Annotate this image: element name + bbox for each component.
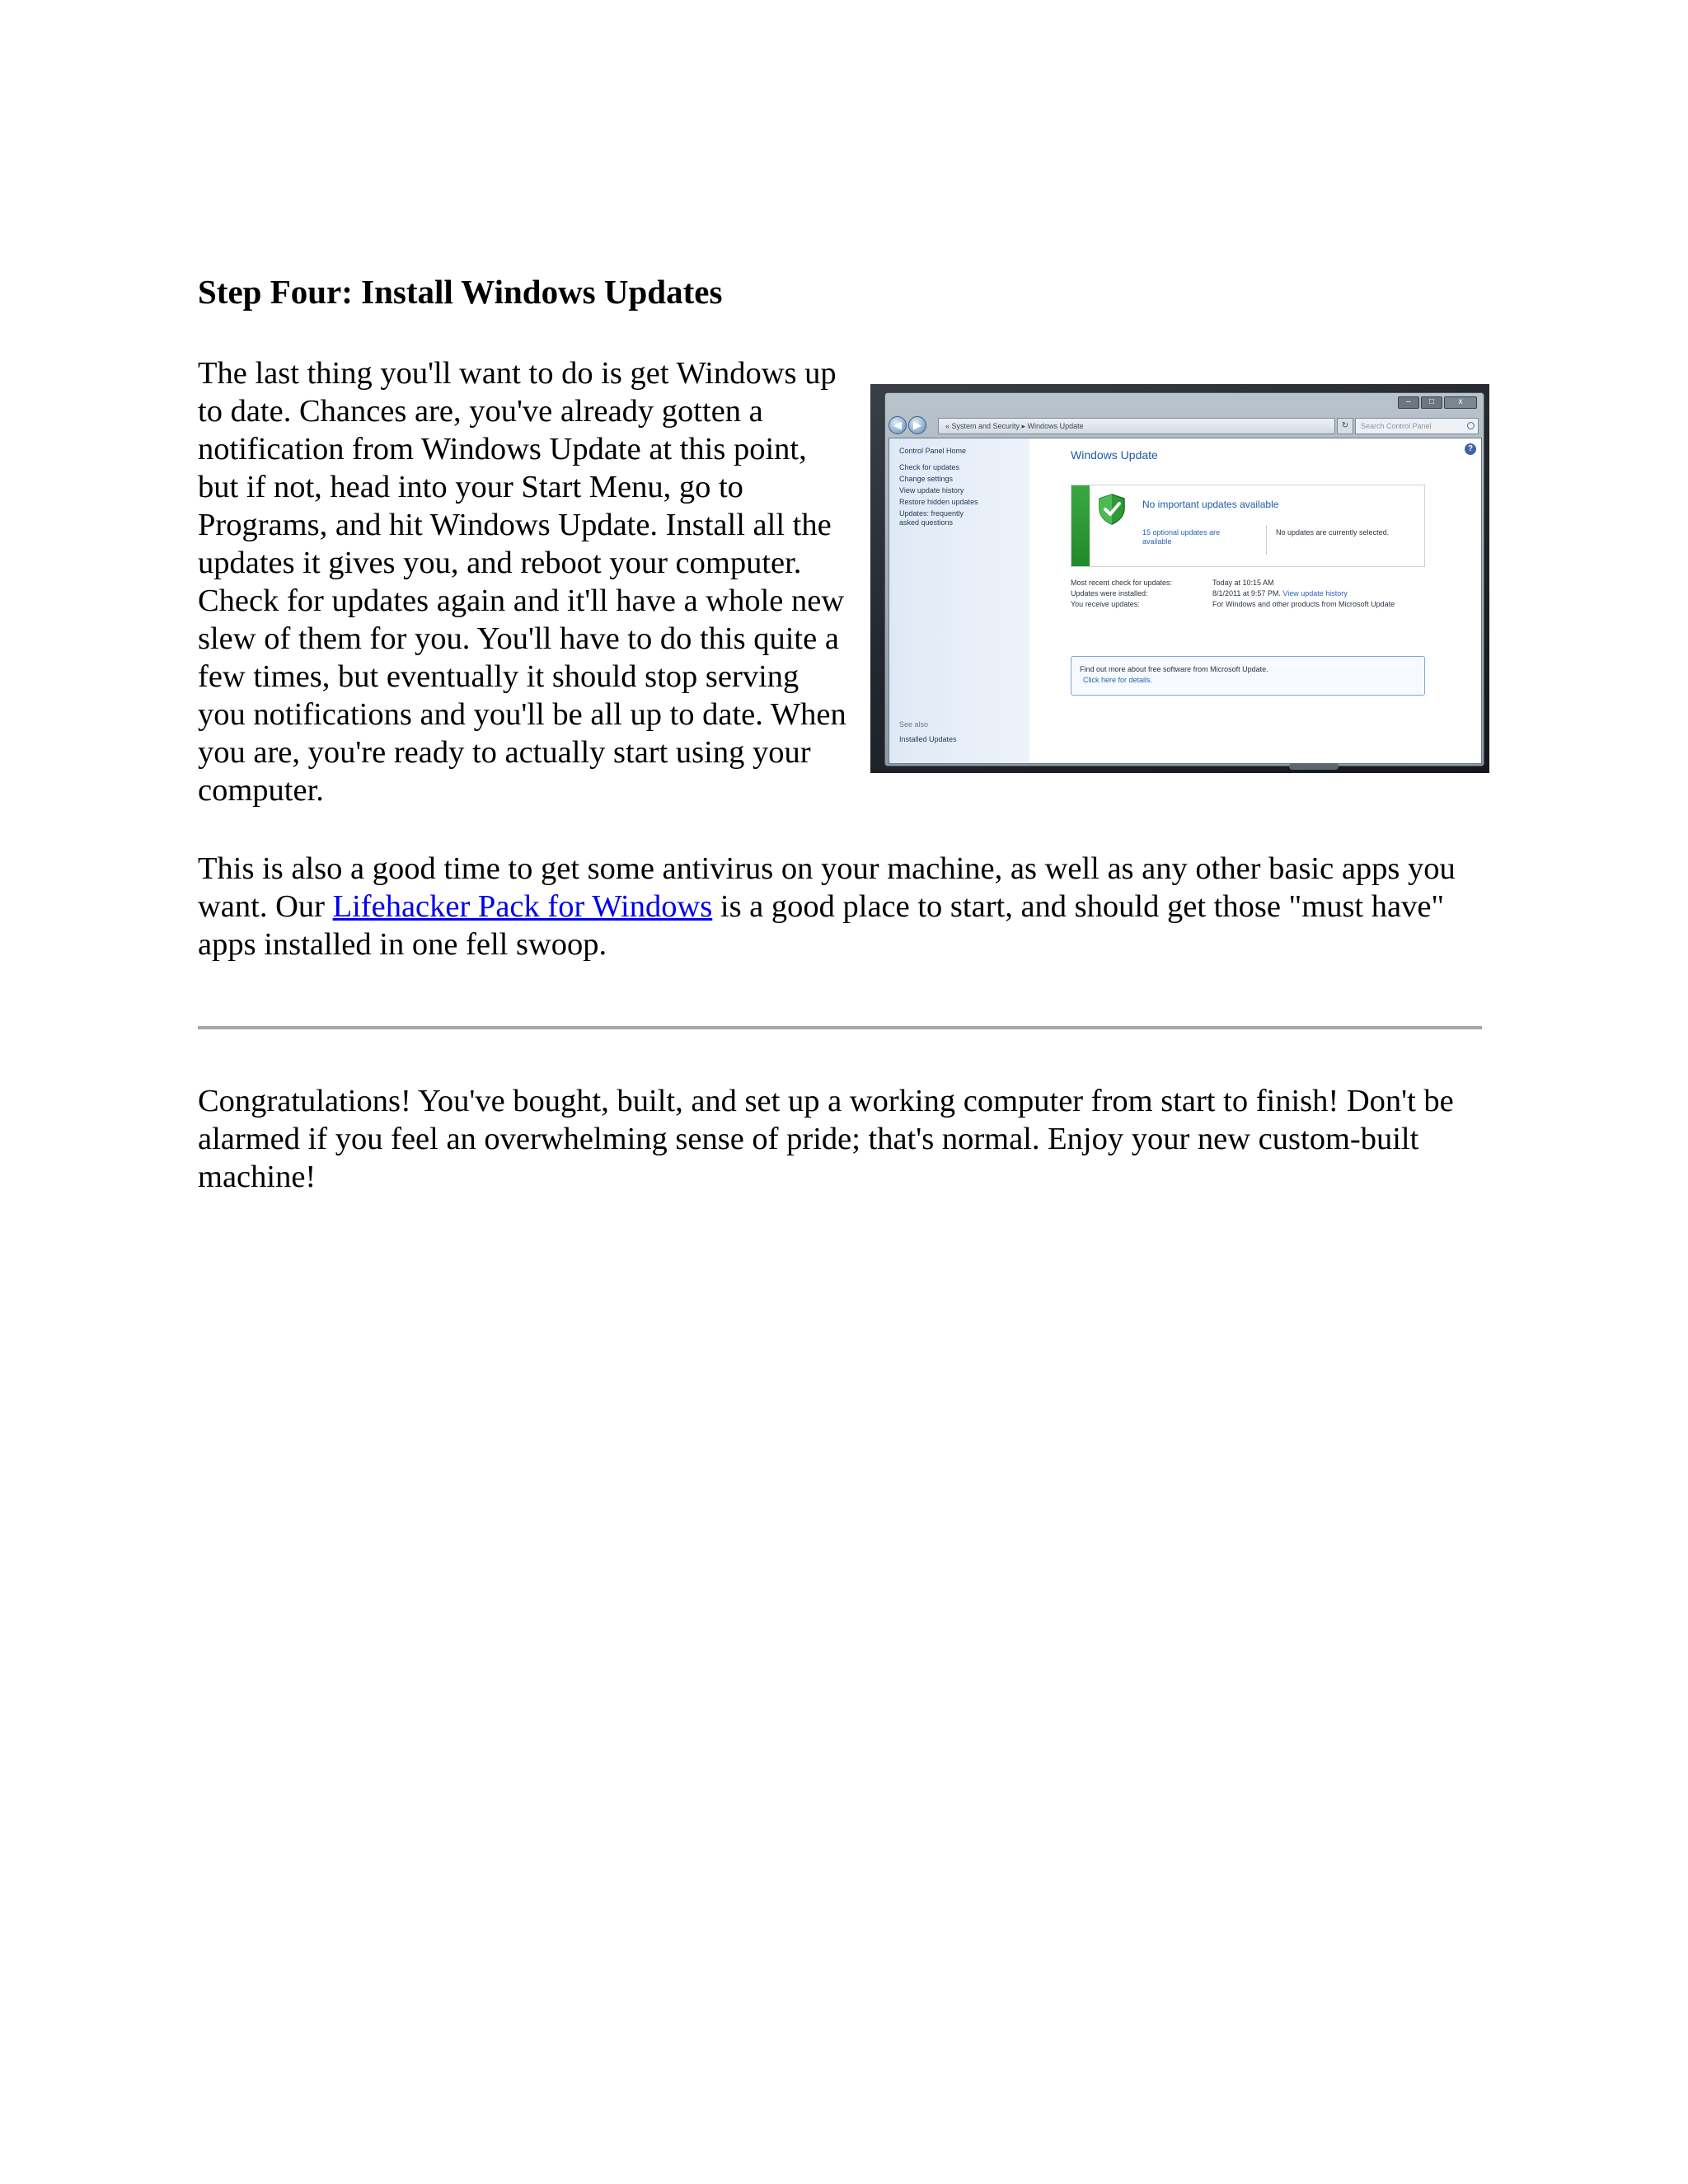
promo-text: Find out more about free software from Microsoft Update. [1080,665,1268,673]
shield-check-icon [1098,494,1126,525]
info-row [1071,589,1400,600]
search-icon [1467,422,1475,429]
help-icon: ? [1465,443,1476,455]
microsoft-update-promo [1071,656,1425,696]
status-box [1071,485,1425,567]
sidebar-item-history: View update history [899,486,964,494]
sidebar-item-settings: Change settings [899,475,954,483]
info-value: Today at 10:15 AM [1212,579,1274,587]
info-label: Most recent check for updates: [1071,579,1173,587]
info-label: You receive updates: [1071,600,1140,608]
window-controls [1398,396,1477,408]
close-icon: x [1444,396,1477,409]
sidebar-item-home: Control Panel Home [899,447,967,455]
sidebar-item-installed: Installed Updates [899,735,957,743]
horizontal-rule [198,1026,1482,1029]
promo-link: Click here for details. [1083,676,1153,684]
info-value-with-link [1212,589,1402,598]
closing-paragraph: Congratulations! You've bought, built, and set up a working computer from start to finish! Don't be alarmed if you feel an overwhelming sense of pride; that's normal. Enjoy your new custom-built machine! [198,1084,1454,1194]
refresh-icon: ↻ [1337,418,1353,434]
maximize-icon: □ [1421,396,1442,409]
panel-title: Windows Update [1071,448,1158,462]
paragraph-text: is a good place to start, and should get those "must have" apps installed in one fell swoop. [198,889,1445,962]
sidebar-item-faq: Updates: frequently asked questions [899,509,964,527]
search-box [1355,418,1479,434]
navigation-buttons [889,415,935,434]
main-panel [1029,438,1481,763]
sidebar [889,438,1029,763]
minimize-icon: – [1398,396,1419,409]
search-placeholder: Search Control Panel [1361,422,1432,430]
back-arrow-icon: ◀ [889,416,907,434]
info-value: For Windows and other products from Microsoft Update [1212,600,1395,608]
status-color-bar [1071,485,1090,566]
sidebar-item-check: Check for updates [899,463,960,471]
status-heading: No important updates available [1142,499,1279,510]
section-heading: Step Four: Install Windows Updates [198,273,723,311]
sidebar-see-also: See also [899,720,929,729]
view-history-link: View update history [1282,589,1348,598]
intro-paragraph: The last thing you'll want to do is get Windows up to date. Chances are, you've already gotten a notification from Windows Update at this point, but if not, head into your Start Menu, go to Programs, and hit Windows Update. Install all the updates it gives you, and reboot your computer. Check for updates again and it'll have a whole new slew of them for you. You'll have to do this quite a few times, but eventually it should stop serving you notifications and you'll be all up to date. When you are, you're ready to actually start using your computer. [198,356,846,808]
sidebar-item-restore: Restore hidden updates [899,498,978,506]
control-panel-window [884,392,1484,766]
address-bar [938,418,1335,434]
info-row [1071,579,1400,589]
antivirus-paragraph [198,850,1500,963]
window-content [889,438,1482,764]
status-note: No updates are currently selected. [1276,528,1390,537]
status-divider [1266,525,1267,555]
forward-arrow-icon: ▶ [908,416,926,434]
update-info [1071,579,1400,620]
windows-update-screenshot [870,384,1489,773]
monitor-stand [1289,763,1339,770]
address-path: « System and Security ▸ Windows Update [945,422,1084,430]
paragraph-text: This is also a good time to get some antivirus on your machine, as well as any other basic apps you want. Our [198,851,1456,924]
lifehacker-pack-link[interactable]: Lifehacker Pack for Windows [332,889,713,924]
optional-updates-link: 15 optional updates are available [1142,528,1221,546]
info-label: Updates were installed: [1071,589,1148,598]
info-row [1071,600,1400,620]
info-value: 8/1/2011 at 9:57 PM. [1212,589,1281,598]
